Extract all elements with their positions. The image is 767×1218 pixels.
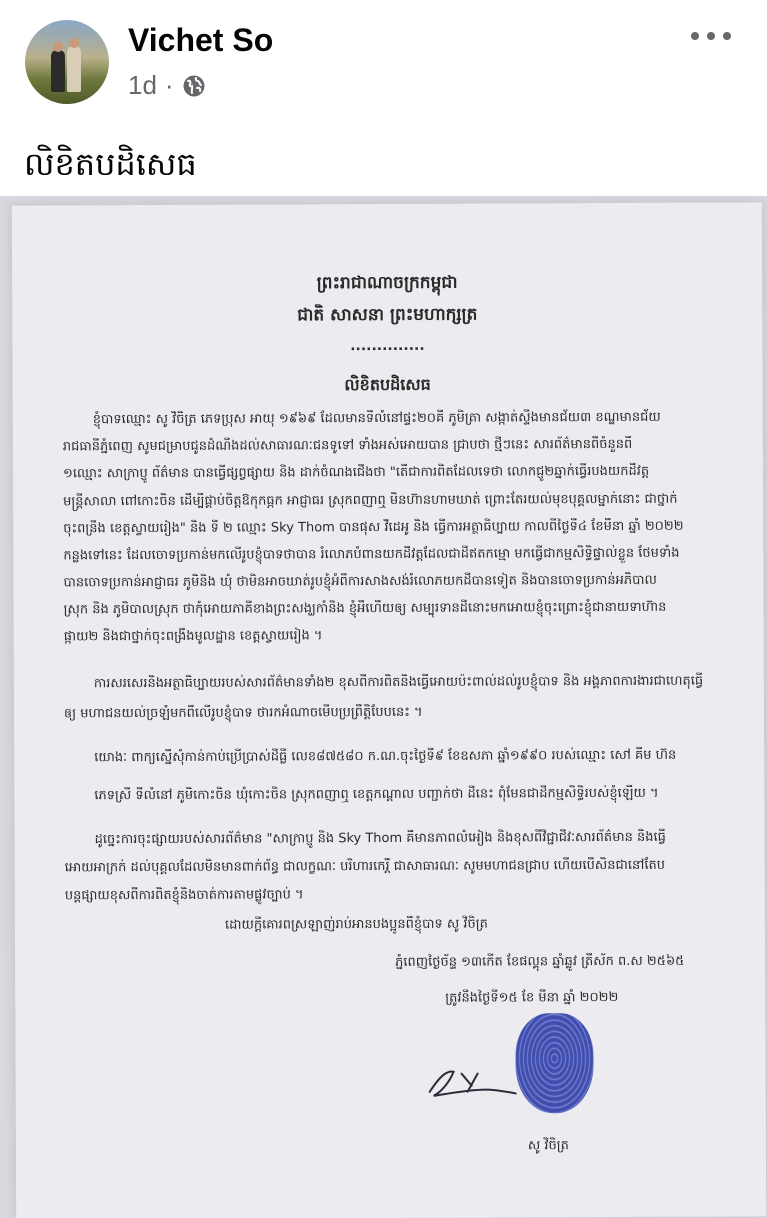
more-options-icon[interactable] [691,24,731,48]
doc-paragraph1-line: ១ឈ្មោះ សាក្រាប្ញូ ព័ត៌មាន បានធ្វើផ្សព្វផ្សាយ និង ដាក់ចំណងជើងថា "តើជាការពិតដែលទេថា លោកជ្ញូ២ឆ្នាក់ធ្វើរបងយកដីវត្ត [62,463,650,482]
doc-paragraph1-line: ផ្កាយ២ និងជាថ្នាក់ចុះពង្រឹងមូលដ្ឋាន ខេត្តស្វាយរៀង ។ [63,628,323,645]
doc-paragraph1-line: មន្ត្រីសាលា ពៅកោះចិន ដើម្បីផ្គាប់ចិត្តឱកុកធ្ភក អាជ្ញាធរ ស្រុកពញាឮ មិនហ៊ានហាមឃាត់ ព្រោះតែរយល់មុខបុគ្គលម្នាក់នោះ ជាថ្នាក់ [63,491,678,510]
meta-separator: · [164,70,174,100]
post-meta [128,70,206,101]
doc-closing: ដោយក្ដីគោរពស្រឡាញ់រាប់អានបងប្អូនពីខ្ញុំបាទ សូ វិចិត្រ [224,916,488,933]
avatar[interactable] [25,20,109,104]
doc-paragraph2-line: ការសរសេរនិងអត្ថាធិប្បាយរបស់សារព័ត៌មានទាំង២ ខុសពីការពិតនិងធ្វើអោយប៉ះពាល់ដល់រូបខ្ញុំបាទ និង អង្គភាពការងារជាហេតុធ្វើ [93,673,704,692]
doc-date-lunar: ភ្នំពេញថ្ងៃច័ន្ទ ១៣កើត ខែផល្គុន ឆ្នាំឆ្លូវ ត្រីស័ក ព.ស ២៥៦៥ [395,953,685,970]
post-text: លិខិតបដិសេធ [24,145,197,183]
doc-ornament: .............. [350,337,425,355]
signature [423,1051,523,1111]
document-paper [12,202,766,1218]
doc-paragraph1-line: ស្រុក និង ភូមិបាលស្រុក ថាកុំអោយភាគីខាងព្រះសង្ឃកាំនិង ខ្ញុំអីហើយឲ្យ សម្បុរទានដីនោះមកអោយខ្ញុំចុះព្រោះខ្ញុំជានាយទាហ៊ាន [63,599,667,618]
globe-icon[interactable] [182,74,206,98]
doc-paragraph3-line: ភេទស្រី ទីលំនៅ ភូមិកោះចិន ឃុំកោះចិន ស្រុកពញាឮ ខេត្តកណ្ដាល បញ្ជាក់ថា ដីនេះ ពុំមែនជាដីកម្មសិទ្ធិរបស់ខ្ញុំឡើយ ។ [94,785,659,804]
post-time[interactable]: 1d [128,70,157,100]
doc-paragraph4-line: ដូច្នេះការចុះផ្សាយរបស់សារព័ត៌មាន "សាក្រាប្ញូ និង Sky Thom គឺមានភាពលំអៀង និងខុសពីវិជ្ជាជីវៈសារព័ត៌មាន និងធ្វើ [94,829,666,848]
doc-paragraph3-line: យោងៈ ពាក្យស្នើសុំកាន់កាប់ប្រើប្រាស់ដីធ្លី លេខ៨៧៥៨០ ក.ណ.ចុះថ្ងៃទី៩ ខែឧសភា ឆ្នាំ១៩៩០ របស់ឈ្មោះ សៅ គីម ហ៊ន [94,747,677,766]
doc-header-motto: ជាតិ សាសនា ព្រះមហាក្សត្រ [297,304,478,326]
post-header [0,0,767,120]
doc-paragraph1-line: រាជធានីភ្នំពេញ សូមជម្រាបជូនដំណឹងដល់សាធារណៈជនទូទៅ ទាំងអស់អោយបាន ជ្រាបថា ថ្មីៗនេះ សារព័ត៌មានពីចំនួនពី [62,436,633,455]
post-photo[interactable] [0,196,767,1218]
doc-paragraph4-line: បន្តផ្សាយខុសពីការពិតខ្ញុំនិងចាត់ការតាមផ្លូវច្បាប់ ។ [64,887,304,904]
doc-paragraph4-line: អោយអាក្រក់ ដល់បុគ្គលដែលមិនមានពាក់ព័ន្ធ ជាលក្ខណៈ បរិហារកេរ្តិ៍ ជាសាធារណៈ សូមមហាជនជ្រាប ហើយបើសិនជានៅតែប [64,857,666,876]
doc-paragraph2-line: ឲ្យ មហាជនយល់ច្រឡំមកពីលើរូបខ្ញុំបាទ ថារកអំណាចមើបប្រព្រឹត្តិបែបនេះ ។ [63,704,423,722]
doc-header-kingdom: ព្រះរាជាណាចក្រកម្ពុជា [316,272,458,294]
doc-paragraph1-line: បានចោទប្រកាន់អាជ្ញាធរ ភូមិនិង ឃុំ ថាមិនអាចឃាត់រូបខ្ញុំអំពីការសាងសង់រំលោភយកដីបានទៀត និងបានចោទប្រកាន់អភិបាល [63,572,657,591]
doc-paragraph1-line: ខ្ញុំបាទឈ្មោះ សូ វិចិត្រ ភេទប្រុស អាយុ ១៩៦៩ ដែលមានទីលំនៅផ្ទះ២០គី ភូមិត្រា សង្កាត់ស្ទឹងមានជ័យ៣ ខណ្ឌមានជ័យ [92,409,661,428]
doc-title: លិខិតបដិសេធ [344,374,431,395]
author-name[interactable]: Vichet So [128,22,274,58]
doc-signer-name: សូ វិចិត្រ [527,1138,569,1154]
fingerprint-stamp [515,1013,593,1113]
doc-paragraph1-line: កន្លងទៅនេះ ដែលចោទប្រកាន់មកលើរូបខ្ញុំបាទថាបាន រំលោភបំពានយកដីវត្តដែលជាដីឥតកម្មោ មកធ្វើជាកម្មសិទ្ធិផ្ទាល់ខ្លួន ថែមទាំង [63,545,680,564]
doc-date-solar: ត្រូវនឹងថ្ងៃទី១៥ ខែ មីនា ឆ្នាំ ២០២២ [445,990,619,1006]
doc-paragraph1-line: ចុះពន្រឹង ខេត្តស្វាយរៀង" និង ទី ២ ឈ្មោះ Sky Thom បានផុស វីដេអូ និង ធ្វើការអត្ថាធិប្បាយ កាលពីថ្ងៃទី៤ ខែមីនា ឆ្នាំ ២០២២ [63,518,684,537]
